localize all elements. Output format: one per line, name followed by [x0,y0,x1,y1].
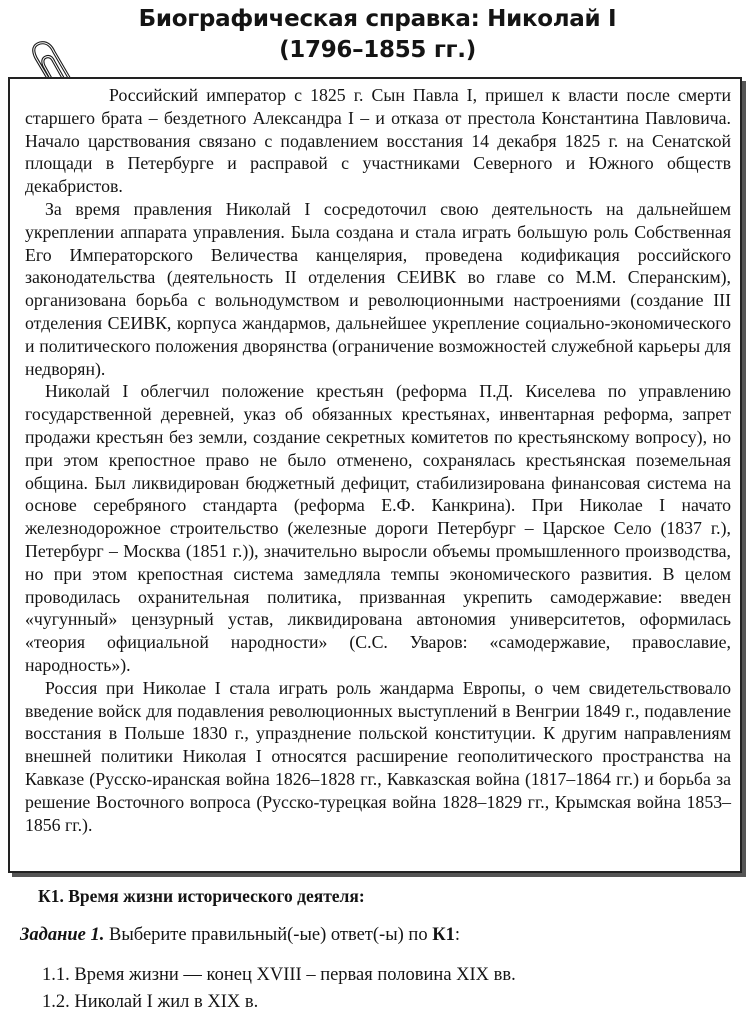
task-text: Выберите правильный(-ые) ответ(-ы) по [104,925,433,945]
biography-text [25,84,731,867]
page-title [0,4,755,66]
paragraph-2: За время правления Николай I сосредоточил свою деятельность на дальнейшем укреплении аппарата управления. Была создана и стала играть большую роль Собственная Его Императорского Величества канцелярия, проведена кодификация российского законодательства (деятельность II отделения СЕИВК во главе со М.М. Сперанским), организована борьба с вольнодумством и революционными настроениями (создание III отделения СЕИВК, корпуса жандармов, дальнейшее укрепление социально-экономического и политического положения дворянства (ограничение возможностей служебной карьеры для недворян). [25,198,731,379]
biography-box [8,77,742,873]
paragraph-3: Николай I облегчил положение крестьян (реформа П.Д. Киселева по управлению государственной деревней, указ об обязанных крестьянах, инвентарная реформа, запрет продажи крестьян без земли, создание секретных комитетов по крестьянскому вопросу), но при этом крепостное право не было отменено, сохранялась крестьянская поземельная община. Был ликвидирован бюджетный дефицит, стабилизирована финансовая система на основе серебряного стандарта (реформа Е.Ф. Канкрина). При Николае I начато железнодорожное строительство (железные дороги Петербург – Царское Село (1837 г.), Петербург – Москва (1851 г.)), значительно выросли объемы промышленного производства, но при этом крепостная система замедляла темпы экономического развития. В целом проводилась охранительная политика, призванная укрепить самодержавие: введен «чугунный» цензурный устав, ликвидирована автономия университетов, оформилась «теория официальной народности» (С.С. Уваров: «самодержавие, православие, народность»). [25,381,731,675]
task-ref: К1 [432,925,455,945]
answer-options [42,962,516,1016]
answer-option-1-2[interactable]: 1.2. Николай I жил в XIX в. [42,992,259,1012]
title-line-2: (1796–1855 гг.) [279,37,476,63]
task-prompt [20,925,460,946]
task-label: Задание 1. [20,925,105,945]
answer-option-1-1[interactable]: 1.1. Время жизни — конец XVIII – первая половина XIX вв. [42,965,516,985]
title-line-1: Биографическая справка: Николай I [138,6,617,32]
section-heading: К1. Время жизни исторического деятеля: [38,886,365,906]
task-colon: : [454,925,461,945]
paragraph-1: Российский император с 1825 г. Сын Павла I, пришел к власти после смерти старшего брата – бездетного Александра I – и отказа от престола Константина Павловича. Начало царствования связано с подавлением восстания 14 декабря 1825 г. на Сенатской площади в Петербурге и расправой с участниками Северного и Южного обществ декабристов. [25,85,731,197]
paragraph-4: Россия при Николае I стала играть роль жандарма Европы, о чем свидетельствовало введение войск для подавления революционных выступлений в Венгрии 1849 г., подавление восстания в Польше 1830 г., упразднение польской конституции. К другим направлениям внешней политики Николая I относятся расширение геополитического пространства на Кавказе (Русско-иранская война 1826–1828 гг., Кавказская война (1817–1864 гг.) и борьба за решение Восточного вопроса (Русско-турецкая война 1828–1829 гг., Крымская война 1853–1856 гг.). [25,677,731,835]
